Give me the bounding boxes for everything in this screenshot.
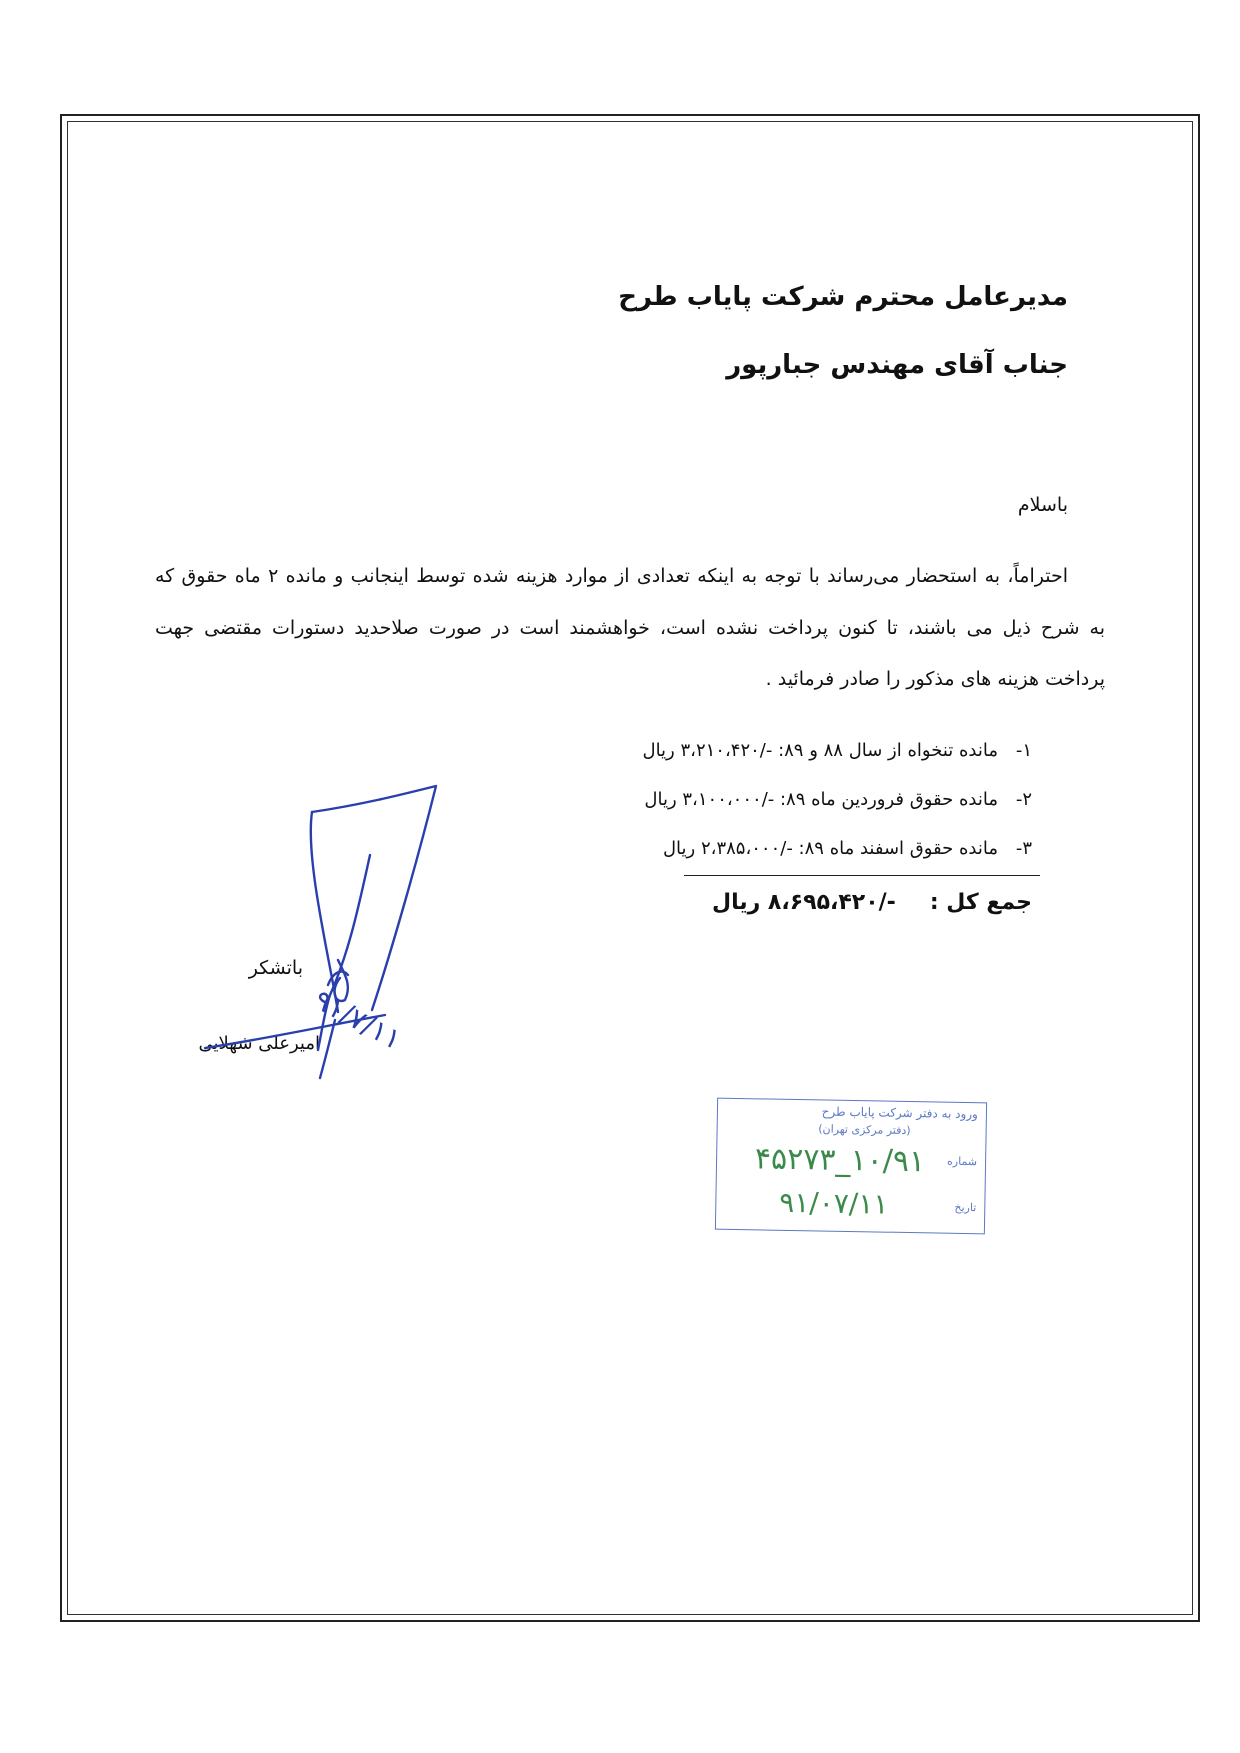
stamp-number: ۱۰/۹۱_۴۵۲۷۳ <box>754 1141 926 1180</box>
handwritten-date: ۹۱/۷/۱۱ <box>308 982 408 1057</box>
list-item-text: مانده حقوق اسفند ماه ۸۹: -/۲،۳۸۵،۰۰۰ ریال <box>662 838 998 859</box>
closing-text: باتشکر <box>248 957 303 979</box>
list-item-number: ۲- <box>1015 789 1032 810</box>
greeting: باسلام <box>1017 494 1068 516</box>
body-line-2: به شرح ذیل می باشند، تا کنون پرداخت نشده است، خواهشمند است در صورت صلاحدید دستورات مقتضی جهت <box>155 617 1105 639</box>
registration-stamp <box>715 1098 987 1235</box>
recipient-title: مدیرعامل محترم شرکت پایاب طرح <box>618 282 1068 312</box>
list-item-number: ۱- <box>1015 740 1032 761</box>
stamp-subheader: (دفتر مرکزی تهران) <box>818 1122 911 1138</box>
list-item-number: ۳- <box>1015 838 1032 859</box>
stamp-number-label: شماره <box>946 1154 978 1169</box>
recipient-name: جناب آقای مهندس جبارپور <box>726 350 1068 380</box>
stamp-date: ۹۱/۰۷/۱۱ <box>778 1185 889 1221</box>
stamp-date-label: تاریخ <box>954 1200 977 1215</box>
body-line-1: احتراماً، به استحضار می‌رساند با توجه به اینکه تعدادی از موارد هزینه شده توسط اینجانب و مانده ۲ ماه حقوق که <box>155 565 1068 587</box>
total-amount: -/۸،۶۹۵،۴۲۰ ریال <box>711 890 896 915</box>
total-label: جمع کل : <box>929 890 1032 915</box>
stamp-header: ورود به دفتر شرکت پایاب طرح <box>821 1104 979 1122</box>
list-item-text: مانده حقوق فروردین ماه ۸۹: -/۳،۱۰۰،۰۰۰ ریال <box>644 789 998 810</box>
body-line-3: پرداخت هزینه های مذکور را صادر فرمائید . <box>765 668 1105 690</box>
list-item-text: مانده تنخواه از سال ۸۸ و ۸۹: -/۳،۲۱۰،۴۲۰ ریال <box>642 740 998 761</box>
sender-name: امیرعلی شهلایی <box>198 1033 320 1054</box>
